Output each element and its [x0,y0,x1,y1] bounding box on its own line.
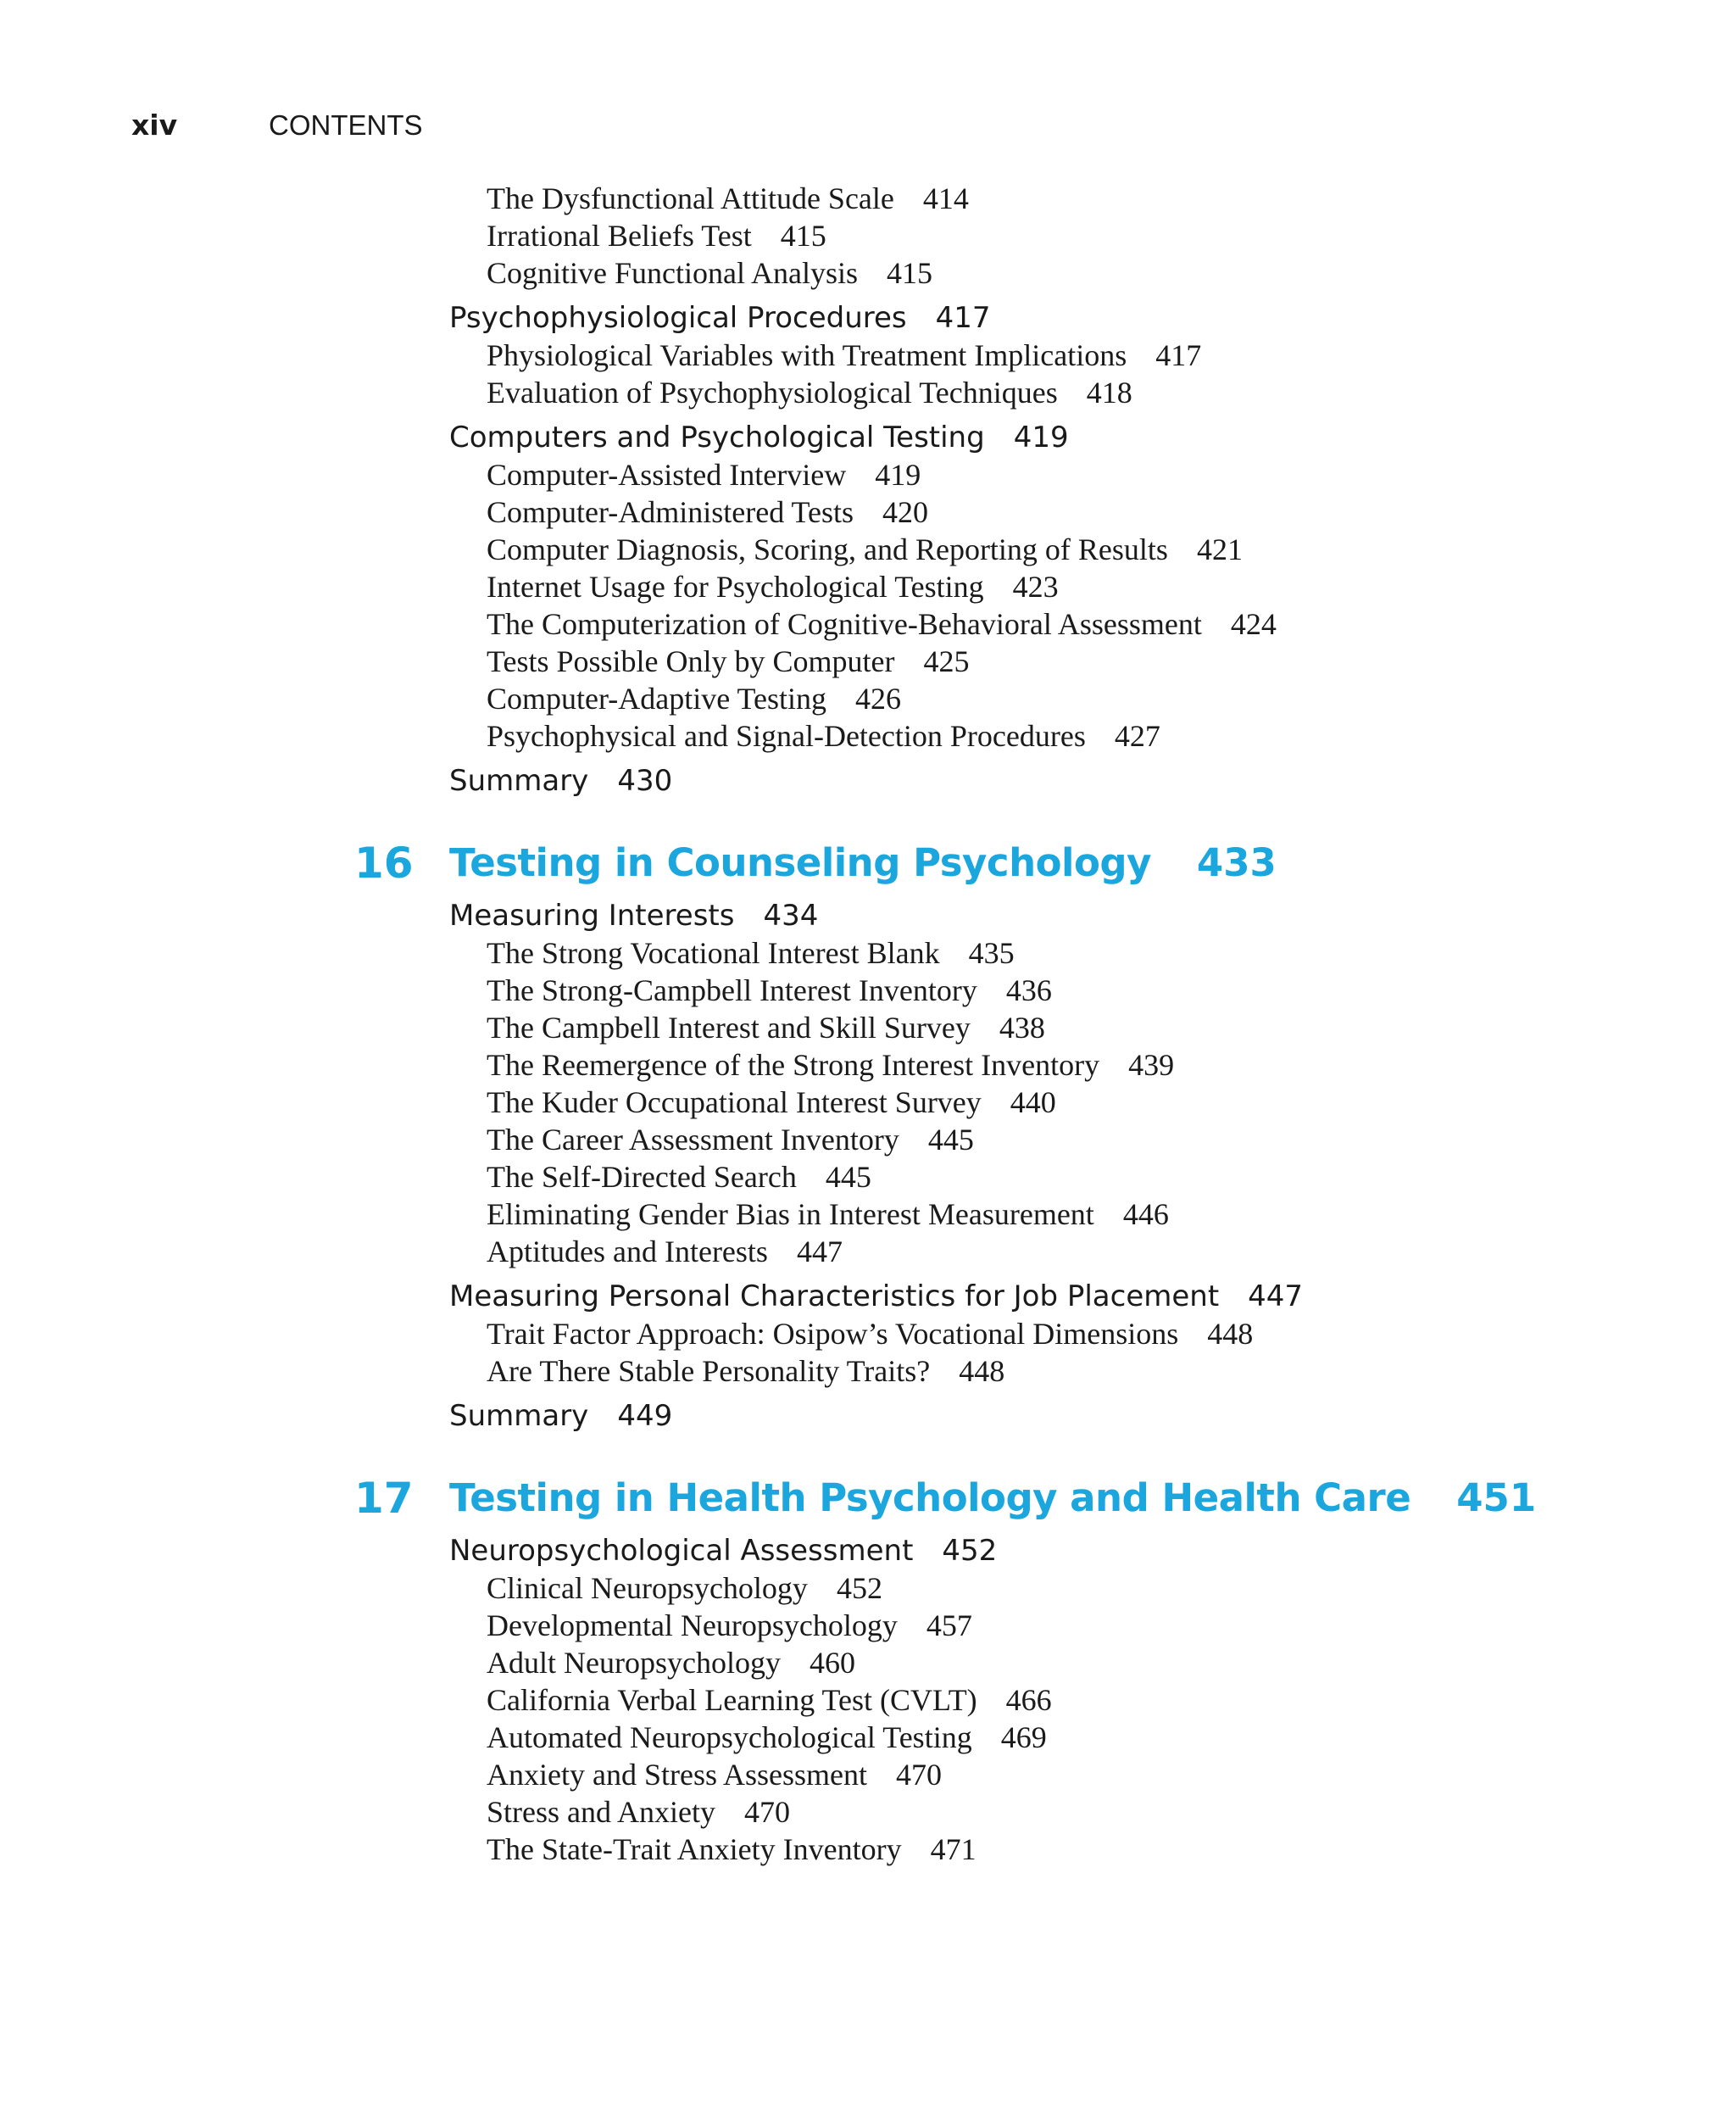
toc-subentry [449,605,1704,643]
entry-page: 426 [855,682,902,716]
section-page: 419 [1013,421,1069,454]
page-header [131,109,423,151]
entry-page: 415 [780,219,826,253]
section-title: Neuropsychological Assessment [449,1534,914,1568]
toc-subentry [449,1046,1704,1084]
entry-title: Evaluation of Psychophysiological Techniques [487,376,1058,410]
section-title: Measuring Personal Characteristics for Job Placement [449,1279,1220,1313]
toc-subentry [449,531,1704,568]
toc-subentry [449,972,1704,1009]
running-head: CONTENTS [269,109,423,141]
section-page: 417 [935,301,991,335]
table-of-contents [354,180,1704,1868]
chapter-number: 17 [354,1474,414,1523]
toc-subentry [449,217,1704,254]
entry-title: Are There Stable Personality Traits? [487,1354,931,1388]
entry-title: Computer-Assisted Interview [487,458,847,492]
toc-subentry [449,374,1704,411]
toc-subentry [449,1233,1704,1270]
chapter-title: Testing in Health Psychology and Health Care [449,1475,1411,1520]
summary-title: Summary [449,1399,589,1433]
entry-page: 448 [959,1354,1005,1388]
toc-subentry [449,1569,1704,1607]
entry-title: The Campbell Interest and Skill Survey [487,1011,971,1045]
toc-subentry [449,493,1704,531]
toc-section [449,1532,1704,1569]
chapter-heading [354,837,1704,889]
toc-subentry [449,1158,1704,1196]
toc-subentry [449,1084,1704,1121]
toc-subentry [449,1009,1704,1046]
entry-title: The Self-Directed Search [487,1160,797,1194]
toc-subentry [449,643,1704,680]
toc-section [449,419,1704,456]
toc-subentry [449,1121,1704,1158]
toc-subentry [449,1793,1704,1831]
section-title: Psychophysiological Procedures [449,301,907,335]
entry-title: The Computerization of Cognitive-Behavioral Assessment [487,607,1202,641]
toc-subentry [449,1196,1704,1233]
entry-page: 420 [882,495,929,529]
entry-page: 425 [923,644,970,678]
entry-page: 436 [1005,973,1052,1007]
entry-title: Computer-Adaptive Testing [487,682,827,716]
entry-title: Anxiety and Stress Assessment [487,1758,867,1792]
page-number: xiv [131,109,178,142]
toc-subentry [449,680,1704,717]
entry-page: 415 [887,256,932,290]
toc-subentry [449,1607,1704,1644]
toc-subentry [449,1352,1704,1390]
entry-page: 471 [930,1832,976,1866]
entry-page: 469 [1000,1720,1047,1754]
toc-subentry [449,337,1704,374]
toc-subentry [449,1681,1704,1719]
entry-page: 460 [809,1646,855,1680]
entry-page: 470 [743,1795,790,1829]
entry-title: Computer Diagnosis, Scoring, and Reporting of Results [487,532,1168,566]
entry-page: 445 [927,1123,974,1157]
toc-section [449,1278,1704,1315]
entry-title: Aptitudes and Interests [487,1235,768,1268]
toc-subentry [449,1315,1704,1352]
entry-title: Stress and Anxiety [487,1795,715,1829]
entry-title: The Kuder Occupational Interest Survey [487,1085,982,1119]
toc-summary [449,762,1704,800]
entry-page: 418 [1086,376,1132,410]
entry-page: 447 [796,1235,843,1268]
toc-subentry [449,456,1704,493]
chapter-page: 433 [1196,840,1277,885]
entry-page: 427 [1114,719,1160,753]
chapter-number: 16 [354,839,414,888]
entry-title: The Reemergence of the Strong Interest Inventory [487,1048,1100,1082]
section-page: 452 [942,1534,998,1568]
chapter-page: 451 [1456,1475,1537,1520]
chapter-heading [354,1472,1704,1525]
entry-title: The Career Assessment Inventory [487,1123,899,1157]
entry-page: 421 [1196,532,1243,566]
entry-title: Adult Neuropsychology [487,1646,781,1680]
toc-subentry [449,717,1704,755]
entry-title: Irrational Beliefs Test [487,219,752,253]
entry-title: Clinical Neuropsychology [487,1571,808,1605]
section-page: 447 [1248,1279,1304,1313]
entry-page: 419 [875,458,921,492]
summary-title: Summary [449,764,589,798]
entry-title: Developmental Neuropsychology [487,1608,898,1642]
entry-page: 423 [1012,570,1059,604]
entry-page: 448 [1207,1317,1254,1351]
chapter-title: Testing in Counseling Psychology [449,840,1151,885]
entry-page: 438 [999,1011,1045,1045]
entry-page: 457 [926,1608,972,1642]
toc-subentry [449,254,1704,292]
toc-subentry [449,180,1704,217]
entry-title: Automated Neuropsychological Testing [487,1720,972,1754]
entry-page: 440 [1010,1085,1056,1119]
entry-title: The State-Trait Anxiety Inventory [487,1832,902,1866]
toc-subentry [449,1756,1704,1793]
entry-page: 470 [895,1758,942,1792]
summary-page: 449 [617,1399,673,1433]
entry-title: The Dysfunctional Attitude Scale [487,181,894,215]
entry-title: Cognitive Functional Analysis [487,256,858,290]
entry-page: 417 [1155,338,1202,372]
section-title: Measuring Interests [449,899,735,933]
entry-title: Trait Factor Approach: Osipow’s Vocational Dimensions [487,1317,1179,1351]
entry-page: 446 [1122,1197,1169,1231]
toc-subentry [449,934,1704,972]
entry-page: 435 [968,936,1015,970]
summary-page: 430 [617,764,673,798]
entry-page: 439 [1128,1048,1175,1082]
entry-title: Eliminating Gender Bias in Interest Measurement [487,1197,1094,1231]
entry-title: Tests Possible Only by Computer [487,644,895,678]
entry-page: 445 [825,1160,871,1194]
entry-title: The Strong Vocational Interest Blank [487,936,940,970]
toc-section [449,897,1704,934]
entry-title: California Verbal Learning Test (CVLT) [487,1683,977,1717]
toc-summary [449,1397,1704,1435]
toc-section [449,299,1704,337]
entry-page: 466 [1005,1683,1052,1717]
entry-title: Psychophysical and Signal-Detection Procedures [487,719,1086,753]
toc-subentry [449,1831,1704,1868]
entry-title: Physiological Variables with Treatment Implications [487,338,1127,372]
section-page: 434 [763,899,819,933]
entry-page: 424 [1230,607,1277,641]
toc-subentry [449,1719,1704,1756]
entry-title: The Strong-Campbell Interest Inventory [487,973,977,1007]
entry-title: Internet Usage for Psychological Testing [487,570,984,604]
section-title: Computers and Psychological Testing [449,421,985,454]
entry-title: Computer-Administered Tests [487,495,854,529]
toc-subentry [449,1644,1704,1681]
toc-subentry [449,568,1704,605]
entry-page: 452 [836,1571,882,1605]
entry-page: 414 [922,181,969,215]
